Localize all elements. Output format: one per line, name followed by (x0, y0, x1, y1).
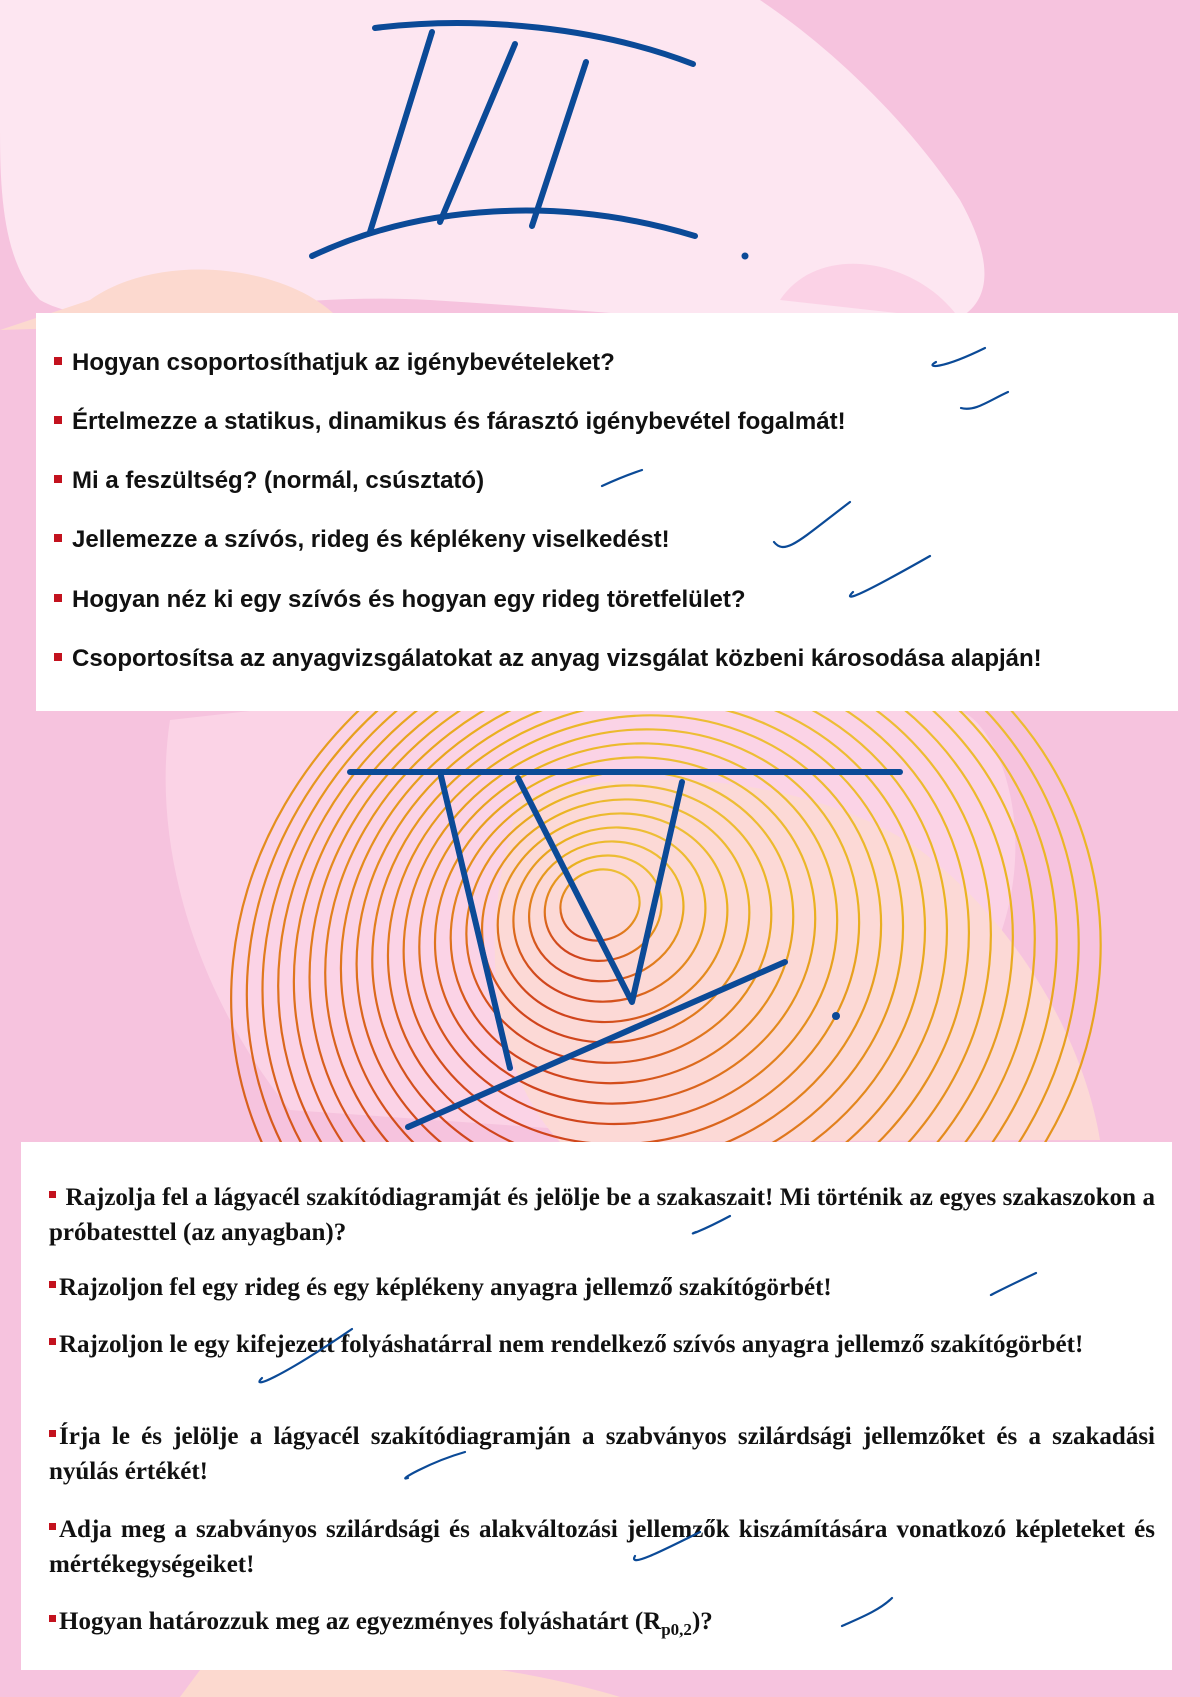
bullet-icon (54, 534, 62, 542)
bullet-icon (49, 1338, 56, 1345)
question-item (49, 1180, 1155, 1250)
question-text: Adja meg a szabványos szilárdsági és alakváltozási jellemzők kiszámítására vonatkozó képleteket és mértékegységeiket! (49, 1516, 1155, 1578)
question-item (49, 1512, 1155, 1582)
question-item (54, 349, 615, 377)
bullet-icon (54, 594, 62, 602)
question-item (49, 1327, 1155, 1362)
bullet-icon (49, 1281, 56, 1288)
questions-card-section-3 (36, 313, 1178, 711)
question-item (54, 467, 484, 495)
bullet-icon (54, 653, 62, 661)
question-item (54, 408, 846, 436)
question-item (49, 1419, 1155, 1489)
questions-card-section-4 (21, 1142, 1172, 1670)
question-text: Rajzoljon le egy kifejezett folyáshatárral nem rendelkező szívós anyagra jellemző szakítógörbét! (59, 1331, 1084, 1358)
question-text: Hogyan határozzuk meg az egyezményes folyáshatárt (R (59, 1608, 662, 1635)
question-text: Értelmezze a statikus, dinamikus és fárasztó igénybevétel fogalmát! (72, 408, 846, 435)
bullet-icon (49, 1430, 56, 1437)
question-text: Írja le és jelölje a lágyacél szakítódiagramján a szabványos szilárdsági jellemzőket és a szakadási nyúlás értékét! (49, 1423, 1155, 1485)
bullet-icon (54, 357, 62, 365)
question-text: Hogyan néz ki egy szívós és hogyan egy rideg töretfelület? (72, 586, 746, 613)
question-text: Mi a feszültség? (normál, csúsztató) (72, 467, 485, 494)
question-item (54, 586, 746, 614)
question-text: Csoportosítsa az anyagvizsgálatokat az anyag vizsgálat közbeni károsodása alapján! (72, 645, 1042, 672)
question-text: Jellemezze a szívós, rideg és képlékeny viselkedést! (72, 526, 670, 553)
bullet-icon (49, 1615, 56, 1622)
bullet-icon (54, 416, 62, 424)
question-suffix: )? (691, 1608, 713, 1635)
question-text: Hogyan csoportosíthatjuk az igénybevételeket? (72, 349, 615, 376)
bullet-icon (49, 1523, 56, 1530)
question-item (54, 526, 670, 554)
bullet-icon (49, 1191, 56, 1198)
question-text: Rajzolja fel a lágyacél szakítódiagramját és jelölje be a szakaszait! Mi történik az egyes szakaszokon a próbatesttel (az anyagban)? (49, 1184, 1155, 1246)
question-item (54, 645, 1042, 673)
bullet-icon (54, 475, 62, 483)
question-text: Rajzoljon fel egy rideg és egy képlékeny anyagra jellemző szakítógörbét! (59, 1274, 832, 1301)
question-item (49, 1604, 1155, 1647)
question-item (49, 1270, 1155, 1305)
subscript: p0,2 (661, 1620, 692, 1639)
